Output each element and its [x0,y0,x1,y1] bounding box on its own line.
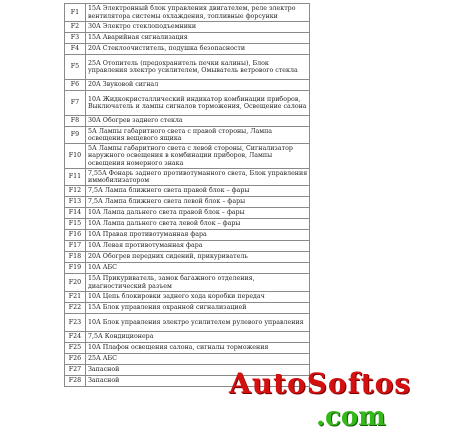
table-row [65,274,310,292]
table-row [65,252,310,263]
fuse-code: F21 [65,292,86,303]
fuse-description: 10А Лампа дальнего света правой блок – фары [86,208,310,219]
table-row [65,343,310,354]
fuse-description: 20А Стеклоочиститель, подушка безопасности [86,44,310,55]
table-row [65,332,310,343]
fuse-code: F4 [65,44,86,55]
fuse-code: F28 [65,376,86,387]
table-row [65,197,310,208]
fuse-code: F27 [65,365,86,376]
fuse-description: 5А Лампы габаритного света с левой стороны, Сигнализатор наружного освещения в комбинации приборов, Лампы освещения номерного знака [86,144,310,169]
fuse-description: 10А Плафон освещения салона, сигналы торможения [86,343,310,354]
table-row [65,303,310,314]
table-row [65,55,310,80]
table-row [65,241,310,252]
fuse-description: 15А Прикуриватель, замок багажного отделения, диагностический разъем [86,274,310,292]
table-row [65,292,310,303]
fuse-code: F23 [65,314,86,332]
table-row [65,116,310,127]
table-row [65,22,310,33]
table-row [65,186,310,197]
fuse-code: F5 [65,55,86,80]
fuse-description: 20А Обогрев передних сидений, прикуриватель [86,252,310,263]
fuse-code: F25 [65,343,86,354]
fuse-code: F1 [65,4,86,22]
fuse-description: 15А Аварийная сигнализация [86,33,310,44]
table-row [65,127,310,144]
table-row [65,44,310,55]
fuse-description: 30А Электро стеклоподъемники [86,22,310,33]
fuse-description: 10А АБС [86,263,310,274]
fuse-description: 10А Правая противотуманная фара [86,230,310,241]
fuse-code: F24 [65,332,86,343]
fuse-description: 10А Блок управления электро усилителем рулевого управления [86,314,310,332]
watermark-domain: .com [316,402,386,432]
table-row [65,230,310,241]
fuse-description: 7,5А Лампа ближнего света левой блок – фары [86,197,310,208]
fuse-description: 7,5А Кондиционера [86,332,310,343]
fuse-code: F15 [65,219,86,230]
fuse-description: 5А Лампы габаритного света с правой стороны, Лампа освещения вещевого ящика [86,127,310,144]
fuse-code: F3 [65,33,86,44]
fuse-code: F10 [65,144,86,169]
fuse-code: F11 [65,169,86,186]
fuse-code: F2 [65,22,86,33]
table-row [65,263,310,274]
table-row [65,91,310,116]
fuse-code: F20 [65,274,86,292]
fuse-code: F17 [65,241,86,252]
fuse-code: F9 [65,127,86,144]
fuse-code: F26 [65,354,86,365]
fuse-code: F13 [65,197,86,208]
fuse-description: 30А Обогрев заднего стекла [86,116,310,127]
fuse-table [64,3,310,387]
table-row [65,4,310,22]
fuse-code: F12 [65,186,86,197]
fuse-description: 25А АБС [86,354,310,365]
fuse-description: 15А Блок управления охранной сигнализацией [86,303,310,314]
table-row [65,169,310,186]
fuse-description: 7,5А Лампа ближнего света правой блок – фары [86,186,310,197]
fuse-code: F22 [65,303,86,314]
table-row [65,219,310,230]
fuse-table-body [65,4,310,387]
fuse-code: F19 [65,263,86,274]
fuse-code: F16 [65,230,86,241]
table-row [65,144,310,169]
fuse-description: 7,55А Фонарь заднего противотуманного света, Блок управления иммобилизатором [86,169,310,186]
fuse-code: F14 [65,208,86,219]
fuse-description: Запасной [86,365,310,376]
fuse-code: F8 [65,116,86,127]
fuse-description: 10А Левая противотуманная фара [86,241,310,252]
fuse-description: 10А Цепь блокировки заднего хода коробки передач [86,292,310,303]
table-row [65,33,310,44]
table-row [65,80,310,91]
table-row [65,314,310,332]
fuse-description: 10А Лампа дальнего света левой блок – фары [86,219,310,230]
fuse-code: F7 [65,91,86,116]
fuse-description: Запасной [86,376,310,387]
fuse-description: 25А Отопитель (предохранитель печки калины), Блок управления электро усилителем, Омыватель ветрового стекла [86,55,310,80]
watermark-logo: AutoSoftos [229,367,412,400]
fuse-description: 20А Звуковой сигнал [86,80,310,91]
fuse-description: 15А Электронный блок управления двигателем, реле электро вентилятора системы охлаждения, топливные форсунки [86,4,310,22]
table-row [65,208,310,219]
fuse-code: F18 [65,252,86,263]
fuse-code: F6 [65,80,86,91]
fuse-description: 10А Жидкокристаллический индикатор комбинации приборов, Выключатель и лампы сигналов торможения, Освещение салона [86,91,310,116]
table-row [65,354,310,365]
